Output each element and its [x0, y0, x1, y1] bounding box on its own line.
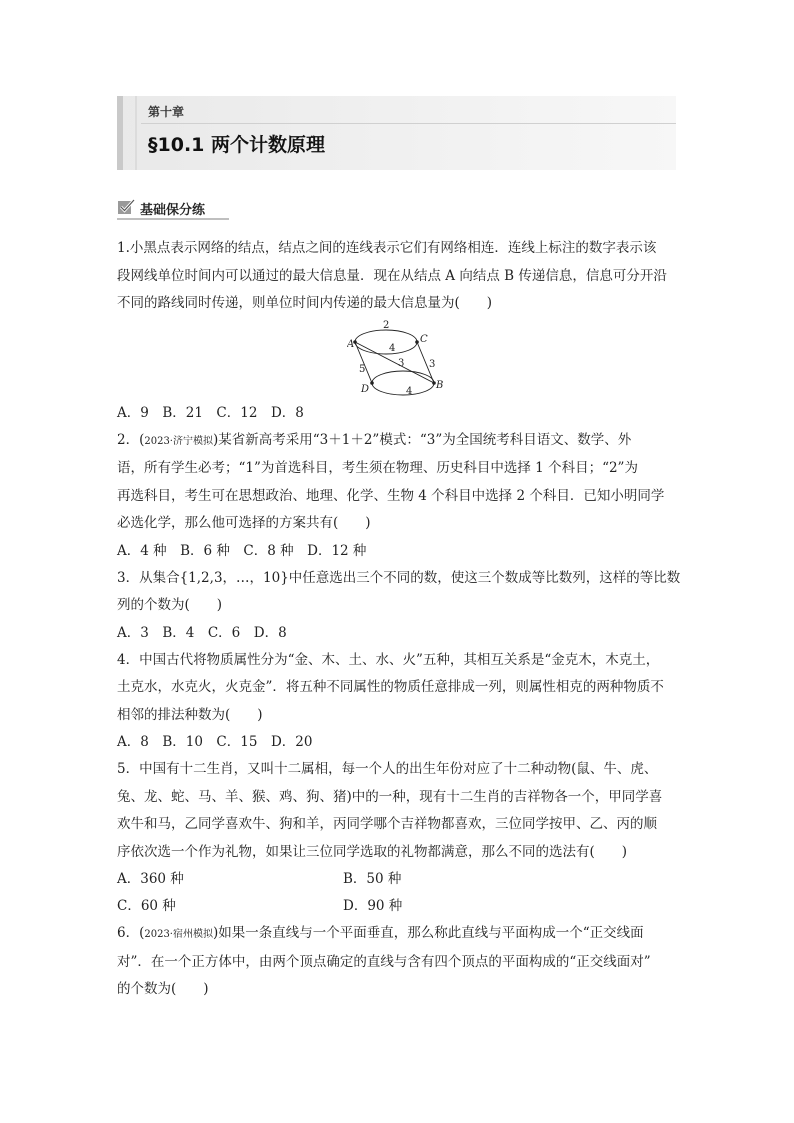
question-text: 必选化学，那么他可选择的方案共有( )	[117, 515, 371, 531]
question-text: 兔、龙、蛇、马、羊、猴、鸡、狗、猪)中的一种，现有十二生肖的吉祥物各一个，甲同学喜	[117, 788, 663, 805]
question-source: 2023·宿州模拟	[144, 929, 213, 940]
question-text: 对”．在一个正方体中，由两个顶点确定的直线与含有四个顶点的平面构成的“正交线面对”	[117, 953, 651, 970]
answer-options-row	[117, 893, 681, 920]
question-text: 语，所有学生必考；“1”为首选科目，考生须在物理、历史科目中选择 1 个科目；“2”为	[117, 460, 638, 476]
question-text: 相邻的排法种数为( )	[117, 706, 263, 723]
option-d: D．90 种	[343, 898, 403, 914]
answer-options: A．3 B．4 C．6 D．8	[117, 624, 287, 641]
answer-options: A．9 B．21 C．12 D．8	[117, 404, 304, 421]
label-d: D	[361, 383, 370, 395]
option-b: B．50 种	[343, 871, 402, 887]
question-text: 土克水，水克火，火克金”．将五种不同属性的物质任意排成一列，则属性相克的两种物质不	[117, 679, 664, 695]
edge-a-d	[355, 342, 372, 383]
label-b: B	[436, 379, 444, 391]
question-4	[117, 647, 681, 757]
bottom-ellipse	[372, 371, 434, 395]
label-c: C	[420, 333, 428, 345]
label-a: A	[347, 338, 355, 350]
question-text	[117, 920, 681, 949]
header-divider	[141, 123, 676, 124]
question-source: 2023·济宁模拟	[144, 435, 213, 447]
question-6	[117, 920, 681, 1004]
weight-left: 5	[359, 363, 366, 375]
question-2	[117, 427, 681, 565]
question-text: 不同的路线同时传递，则单位时间内传递的最大信息量为( )	[117, 295, 493, 311]
top-ellipse	[355, 330, 417, 354]
weight-mid1: 4	[389, 342, 396, 354]
node-c	[415, 340, 419, 344]
option-a: A．360 种	[117, 871, 184, 887]
section-underline	[117, 218, 229, 220]
chapter-label: 第十章	[148, 105, 185, 119]
question-text: 1.小黑点表示网络的结点，结点之间的连线表示它们有网络相连．连线上标注的数字表示该	[117, 240, 657, 256]
answer-options: A．8 B．10 C．15 D．20	[117, 734, 313, 750]
page-title: §10.1 两个计数原理	[148, 134, 325, 156]
question-number: 2．(	[117, 431, 145, 448]
weight-top: 2	[383, 319, 390, 331]
answer-options: A．4 种 B．6 种 C．8 种 D．12 种	[117, 542, 367, 559]
question-1	[117, 235, 681, 427]
question-3	[117, 565, 681, 647]
network-figure	[347, 320, 457, 400]
question-text-first: )某省新高考采用“3＋1＋2”模式：“3”为全国统考科目语文、数学、外	[213, 431, 632, 448]
section-heading	[117, 198, 227, 220]
question-text: 4．中国古代将物质属性分为“金、木、土、水、火”五种，其相互关系是“金克木，木克土，	[117, 651, 660, 668]
section-label: 基础保分练	[140, 203, 206, 218]
question-text: 5．中国有十二生肖，又叫十二属相，每一个人的出生年份对应了十二种动物(鼠、牛、虎、	[117, 761, 658, 777]
exercise-content	[117, 235, 681, 1004]
node-d	[370, 381, 374, 385]
header-accent-bar	[117, 96, 123, 170]
weight-bottom: 4	[406, 385, 413, 397]
question-number: 6．(	[117, 925, 145, 941]
chapter-header	[117, 96, 676, 170]
question-text: 再选科目，考生可在思想政治、地理、化学、生物 4 个科目中选择 2 个科目．已知小明同学	[117, 487, 665, 504]
checkbox-icon	[117, 198, 135, 216]
question-text	[117, 427, 681, 456]
weight-mid2: 3	[398, 357, 405, 369]
question-text: 欢牛和马，乙同学喜欢牛、狗和羊，丙同学哪个吉祥物都喜欢，三位同学按甲、乙、丙的顺	[117, 816, 657, 832]
question-5	[117, 756, 681, 920]
question-text-first: )如果一条直线与一个平面垂直，那么称此直线与平面构成一个“正交线面	[213, 925, 644, 941]
question-text: 段网线单位时间内可以通过的最大信息量．现在从结点 A 向结点 B 传递信息，信息可分开沿	[117, 267, 667, 284]
question-text: 列的个数为( )	[117, 597, 223, 613]
header-accent-line	[135, 96, 137, 170]
question-text: 的个数为( )	[117, 981, 209, 997]
question-text: 序依次选一个作为礼物，如果让三位同学选取的礼物都满意，那么不同的选法有( )	[117, 843, 628, 860]
option-c: C．60 种	[117, 898, 176, 914]
answer-options-row	[117, 866, 681, 893]
weight-right: 3	[429, 358, 436, 370]
question-text: 3．从集合{1,2,3，…，10}中任意选出三个不同的数，使这三个数成等比数列，这样的等比数	[117, 569, 681, 586]
